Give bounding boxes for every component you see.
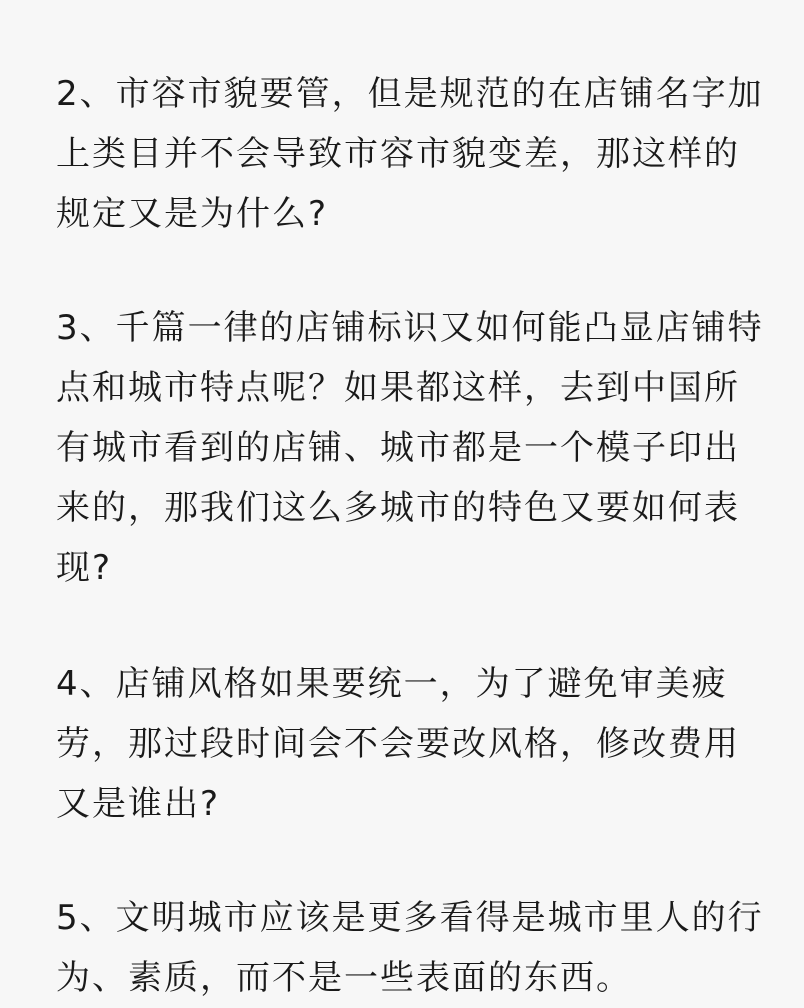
text-line: 规定又是为什么? — [56, 194, 329, 234]
paragraph-3 — [56, 298, 764, 598]
text-line: 又是谁出? — [56, 784, 221, 824]
paragraph-5 — [56, 888, 764, 1008]
text-line: 为、素质，而不是一些表面的东西。 — [56, 958, 632, 998]
text-line: 来的，那我们这么多城市的特色又要如何表 — [56, 488, 740, 528]
text-line: 3、千篇一律的店铺标识又如何能凸显店铺特 — [56, 308, 764, 348]
paragraph-2 — [56, 64, 764, 244]
text-line: 上类目并不会导致市容市貌变差，那这样的 — [56, 134, 740, 174]
text-line: 有城市看到的店铺、城市都是一个模子印出 — [56, 428, 740, 468]
paragraph-4 — [56, 654, 760, 834]
text-line: 5、文明城市应该是更多看得是城市里人的行 — [56, 898, 764, 938]
text-line: 4、店铺风格如果要统一，为了避免审美疲 — [56, 664, 728, 704]
text-line: 劳，那过段时间会不会要改风格，修改费用 — [56, 724, 740, 764]
text-line: 点和城市特点呢？如果都这样，去到中国所 — [56, 368, 740, 408]
text-line: 现? — [56, 548, 113, 588]
text-line: 2、市容市貌要管，但是规范的在店铺名字加 — [56, 74, 764, 114]
